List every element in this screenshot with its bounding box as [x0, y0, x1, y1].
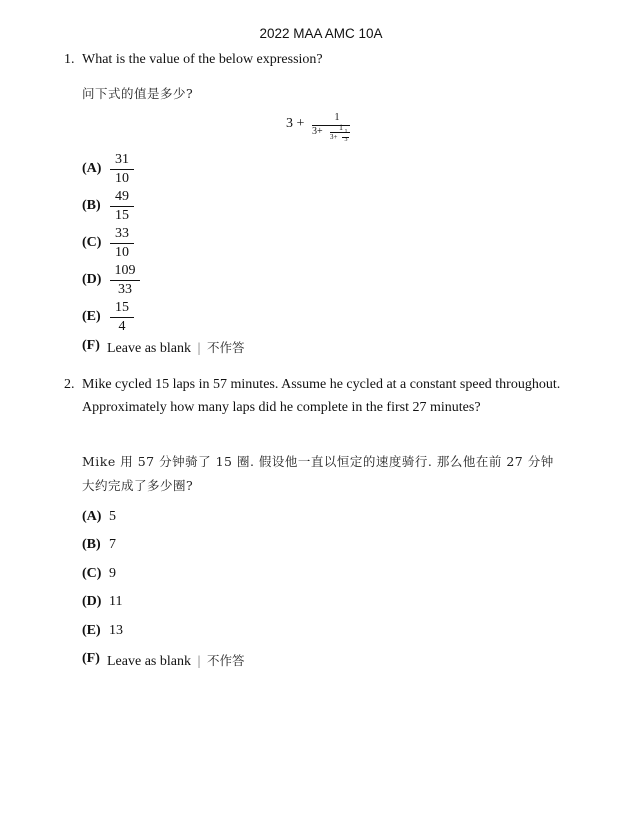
fraction-bar — [110, 280, 140, 281]
question-number: 1. — [64, 52, 75, 67]
option-blank-row — [107, 651, 245, 670]
fraction-denominator: 33 — [118, 282, 132, 297]
expression-lead: 3 + — [286, 116, 305, 131]
fraction-bar — [110, 169, 134, 170]
option-fraction — [110, 189, 134, 224]
expression-numerator-2: 1 — [339, 123, 343, 132]
fraction-denominator: 10 — [115, 171, 129, 186]
option-fraction — [110, 226, 134, 261]
option-fraction — [110, 152, 134, 187]
fraction-numerator: 15 — [115, 300, 129, 315]
question-number: 2. — [64, 377, 75, 392]
option-label: (C) — [82, 566, 102, 581]
option-blank-row — [107, 338, 245, 357]
option-blank-text: Leave as blank — [107, 341, 191, 356]
question-text: What is the value of the below expression? — [82, 52, 323, 67]
option-value: 5 — [109, 509, 116, 524]
option-blank-text: Leave as blank — [107, 654, 191, 669]
question-text: Mike cycled 15 laps in 57 minutes. Assume he cycled at a constant speed throughout. Approximately how many laps did he complete in the first 27 minutes? — [82, 377, 561, 415]
expression-numerator-3: 1 — [344, 129, 348, 135]
fraction-numerator: 31 — [115, 152, 129, 167]
question-text-chinese: Mike 用 57 分钟骑了 15 圈. 假设他一直以恒定的速度骑行. 那么他在前 27 分钟大约完成了多少圈? — [82, 454, 554, 493]
option-blank-text-chinese: 不作答 — [207, 653, 245, 668]
option-label: (C) — [82, 235, 102, 250]
expression-numerator-1: 1 — [334, 112, 340, 123]
fraction-denominator: 15 — [115, 208, 129, 223]
option-label: (B) — [82, 537, 101, 552]
fraction-bar — [110, 317, 134, 318]
option-blank-text-chinese: 不作答 — [207, 340, 245, 355]
option-label: (E) — [82, 309, 101, 324]
separator: | — [196, 654, 202, 668]
option-label: (E) — [82, 623, 101, 638]
fraction-numerator: 33 — [115, 226, 129, 241]
option-value: 7 — [109, 537, 116, 552]
fraction-bar — [110, 206, 134, 207]
option-label: (D) — [82, 594, 102, 609]
option-fraction — [110, 300, 134, 335]
option-label: (F) — [82, 338, 100, 353]
fraction-denominator: 4 — [118, 319, 126, 334]
option-label: (A) — [82, 509, 102, 524]
option-value: 13 — [109, 623, 123, 638]
question-text-chinese: 问下式的值是多少? — [82, 86, 194, 101]
option-label: (A) — [82, 161, 102, 176]
option-label: (B) — [82, 198, 101, 213]
expression-denominator-lead-2: 3+ — [330, 133, 338, 141]
fraction-denominator: 10 — [115, 245, 129, 260]
option-fraction — [110, 263, 140, 298]
option-label: (D) — [82, 272, 102, 287]
page-title: 2022 MAA AMC 10A — [259, 26, 383, 41]
separator: | — [196, 341, 202, 355]
expression-denominator-lead-1: 3+ — [312, 126, 323, 137]
option-label: (F) — [82, 651, 100, 666]
fraction-numerator: 49 — [115, 189, 129, 204]
fraction-bar — [110, 243, 134, 244]
expression-denominator-3: 3 — [344, 137, 348, 143]
fraction-numerator: 109 — [114, 263, 136, 278]
option-value: 9 — [109, 566, 116, 581]
option-value: 11 — [109, 594, 123, 609]
